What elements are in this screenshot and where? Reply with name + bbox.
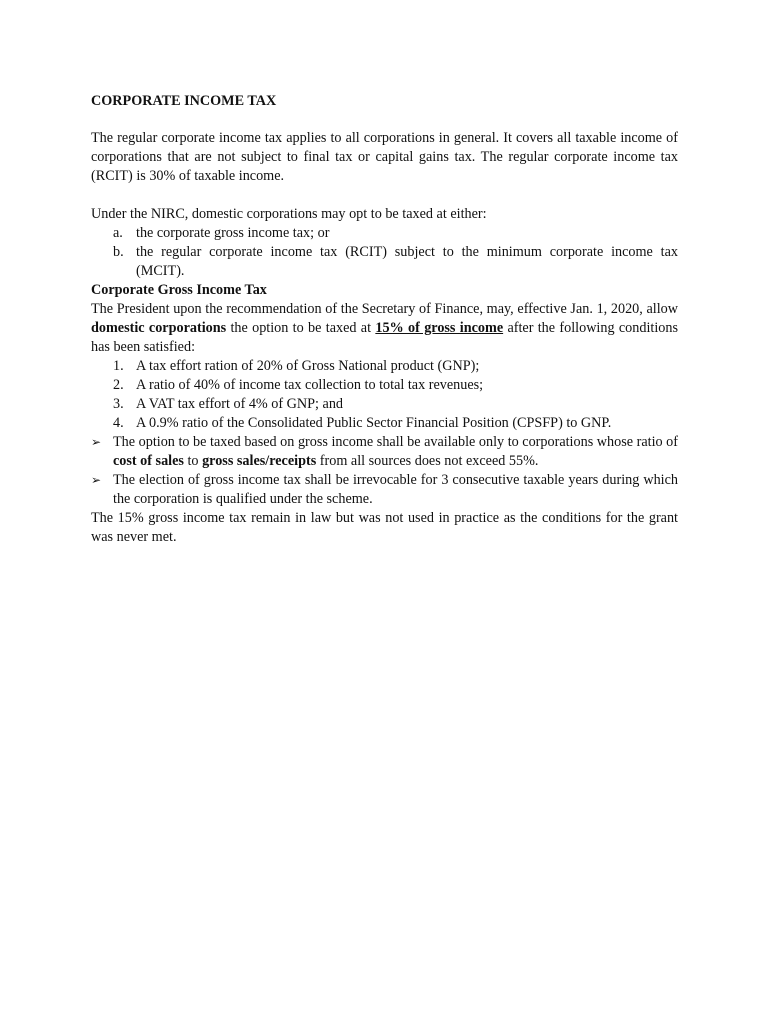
list-marker: a. <box>113 225 123 241</box>
list-item <box>91 357 678 376</box>
list-item: ➢ The option to be taxed based on gross income shall be available only to corporations whose ratio of cost of sales to gross sales/receipts from all sources does not exceed 55%. <box>91 434 678 469</box>
options-list <box>91 224 678 281</box>
list-item <box>91 471 678 509</box>
document-title: CORPORATE INCOME TAX <box>91 93 277 109</box>
conditions-list <box>91 357 678 433</box>
list-marker: b. <box>113 244 124 260</box>
list-item-text: A 0.9% ratio of the Consolidated Public Sector Financial Position (CPSFP) to GNP. <box>136 415 612 431</box>
list-item <box>91 395 678 414</box>
list-item <box>91 224 678 243</box>
list-item-text: A ratio of 40% of income tax collection to total tax revenues; <box>136 377 484 393</box>
arrow-bullet-icon: ➢ <box>91 473 102 487</box>
arrow-bullet-icon: ➢ <box>91 435 102 449</box>
list-marker: 1. <box>113 358 124 374</box>
list-item-text: the regular corporate income tax (RCIT) subject to the minimum corporate income tax (MCIT). <box>136 244 678 279</box>
list-marker: 3. <box>113 396 124 412</box>
bold-text: cost of sales <box>113 453 184 469</box>
list-item-text: the corporate gross income tax; or <box>136 225 330 241</box>
list-item <box>91 414 678 433</box>
bullet-list <box>91 433 678 509</box>
list-item <box>91 243 678 281</box>
list-item-text: The election of gross income tax shall be irrevocable for 3 consecutive taxable years during which the corporation is qualified under the scheme. <box>113 472 678 507</box>
list-marker: 4. <box>113 415 124 431</box>
list-item-text: A tax effort ration of 20% of Gross National product (GNP); <box>136 358 480 374</box>
section-paragraph: The President upon the recommendation of the Secretary of Finance, may, effective Jan. 1, 2020, allow domestic corporations the option to be taxed at 15% of gross income after the following conditions has been satisfied: <box>91 301 678 355</box>
bold-underlined-text: 15% of gross income <box>375 320 504 336</box>
intro-paragraph: The regular corporate income tax applies to all corporations in general. It covers all taxable income of corporations that are not subject to final tax or capital gains tax. The regular corporate income tax (RCIT) is 30% of taxable income. <box>91 130 678 184</box>
closing-paragraph: The 15% gross income tax remain in law but was not used in practice as the conditions for the grant was never met. <box>91 510 678 545</box>
list-item-text: A VAT tax effort of 4% of GNP; and <box>136 396 344 412</box>
bold-text: gross sales/receipts <box>202 453 317 469</box>
options-lead: Under the NIRC, domestic corporations may opt to be taxed at either: <box>91 206 487 222</box>
list-item <box>91 376 678 395</box>
list-marker: 2. <box>113 377 124 393</box>
document-page <box>91 92 678 547</box>
bold-text: domestic corporations <box>91 320 227 336</box>
section-heading: Corporate Gross Income Tax <box>91 282 267 298</box>
